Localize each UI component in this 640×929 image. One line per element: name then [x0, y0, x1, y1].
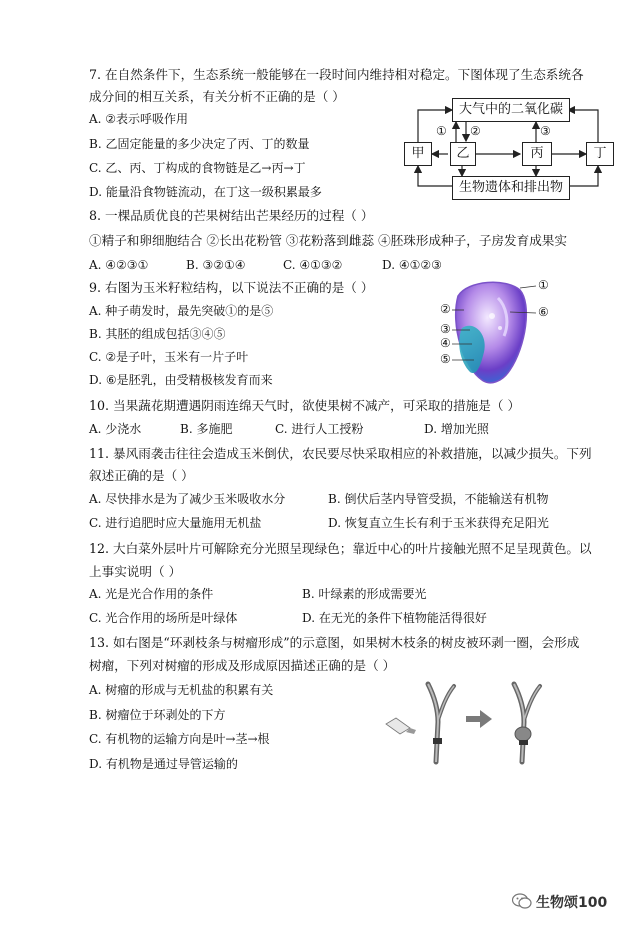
q7-stem-line2: 成分间的相互关系，有关分析不正确的是（ ）: [89, 89, 345, 104]
diagram-mark-2: ②: [470, 124, 481, 138]
kernel-label-4: ④: [440, 336, 451, 350]
diagram-mark-3: ③: [540, 124, 551, 138]
diagram-mark-1: ①: [436, 124, 447, 138]
q12-stem-line2: 上事实说明（ ）: [89, 564, 182, 579]
kernel-label-6: ⑥: [538, 305, 549, 319]
q13-option-d: D. 有机物是通过导管运输的: [89, 757, 238, 771]
q8-stem-line1: 8. 一棵品质优良的芒果树结出芒果经历的过程（ ）: [89, 208, 374, 223]
q12-option-c: C. 光合作用的场所是叶绿体: [89, 611, 238, 625]
q8-option-a: A. ④②③①: [89, 258, 149, 272]
watermark: [512, 890, 632, 914]
q8-stem-line2: ①精子和卵细胞结合 ②长出花粉管 ③花粉落到雌蕊 ④胚珠形成种子，子房发育成果实: [89, 233, 567, 248]
q12-option-b: B. 叶绿素的形成需要光: [302, 587, 427, 601]
q11-option-c: C. 进行追肥时应大量施用无机盐: [89, 516, 262, 530]
q12-stem-line1: 12. 大白菜外层叶片可解除充分光照呈现绿色；靠近中心的叶片接触光照不足呈现黄色。以: [89, 541, 592, 556]
watermark-text: 生物颂100: [536, 895, 608, 911]
kernel-label-5: ⑤: [440, 352, 451, 366]
q11-option-a: A. 尽快排水是为了减少玉米吸收水分: [89, 492, 286, 506]
bing-box: 丙: [522, 142, 552, 166]
q11-option-b: B. 倒伏后茎内导管受损，不能输送有机物: [328, 492, 549, 506]
q13-option-c: C. 有机物的运输方向是叶→茎→根: [89, 732, 270, 746]
q13-stem-line1: 13. 如右图是“环剥枝条与树瘤形成”的示意图，如果树木枝条的树皮被环剥一圈，会形成: [89, 635, 580, 650]
q7-option-b: B. 乙固定能量的多少决定了丙、丁的数量: [89, 137, 310, 151]
remains-box: 生物遗体和排出物: [452, 176, 570, 200]
wechat-icon: [512, 892, 532, 910]
q11-option-d: D. 恢复直立生长有利于玉米获得充足阳光: [328, 516, 549, 530]
corn-kernel-illustration: [440, 276, 560, 388]
girdling-illustration: [380, 672, 570, 767]
kernel-label-1: ①: [538, 278, 549, 292]
q7-stem-line1: 7. 在自然条件下，生态系统一般能够在一段时间内维持相对稳定。下图体现了生态系统各: [89, 67, 584, 82]
q10-option-c: C. 进行人工授粉: [275, 422, 364, 436]
atmosphere-co2-box: 大气中的二氧化碳: [452, 98, 570, 122]
corn-kernel-diagram: [440, 276, 560, 388]
q10-option-a: A. 少浇水: [89, 422, 142, 436]
q10-stem-line1: 10. 当果蔬花期遭遇阴雨连绵天气时，欲使果树不减产，可采取的措施是（ ）: [89, 398, 521, 413]
q11-stem-line1: 11. 暴风雨袭击往往会造成玉米倒伏，农民要尽快采取相应的补救措施，以减少损失。下列: [89, 446, 592, 461]
q13-stem-line2: 树瘤，下列对树瘤的形成及形成原因描述正确的是（ ）: [89, 658, 396, 673]
q9-stem-line1: 9. 右图为玉米籽粒结构，以下说法不正确的是（ ）: [89, 280, 374, 295]
q7-option-d: D. 能量沿食物链流动，在丁这一级积累最多: [89, 185, 322, 199]
q12-option-d: D. 在无光的条件下植物能活得很好: [302, 611, 487, 625]
q13-option-a: A. 树瘤的形成与无机盐的积累有关: [89, 683, 274, 697]
q13-option-b: B. 树瘤位于环剥处的下方: [89, 708, 226, 722]
q10-option-d: D. 增加光照: [424, 422, 489, 436]
kernel-label-3: ③: [440, 322, 451, 336]
q9-option-d: D. ⑥是胚乳，由受精极核发育而来: [89, 373, 273, 387]
q8-option-c: C. ④①③②: [283, 258, 343, 272]
yi-box: 乙: [450, 142, 476, 166]
kernel-label-2: ②: [440, 302, 451, 316]
q7-option-c: C. 乙、丙、丁构成的食物链是乙→丙→丁: [89, 161, 306, 175]
q9-option-c: C. ②是子叶，玉米有一片子叶: [89, 350, 249, 364]
q12-option-a: A. 光是光合作用的条件: [89, 587, 214, 601]
q11-stem-line2: 叙述正确的是（ ）: [89, 468, 194, 483]
q9-option-a: A. 种子萌发时，最先突破①的是⑤: [89, 304, 274, 318]
q7-option-a: A. ②表示呼吸作用: [89, 112, 189, 126]
q10-option-b: B. 多施肥: [180, 422, 233, 436]
q7-ecosystem-diagram: [390, 94, 620, 204]
girdling-diagram: [380, 672, 570, 767]
jia-box: 甲: [404, 142, 432, 166]
q8-option-d: D. ④①②③: [382, 258, 442, 272]
q8-option-b: B. ③②①④: [186, 258, 246, 272]
ding-box: 丁: [586, 142, 614, 166]
q9-option-b: B. 其胚的组成包括③④⑤: [89, 327, 226, 341]
